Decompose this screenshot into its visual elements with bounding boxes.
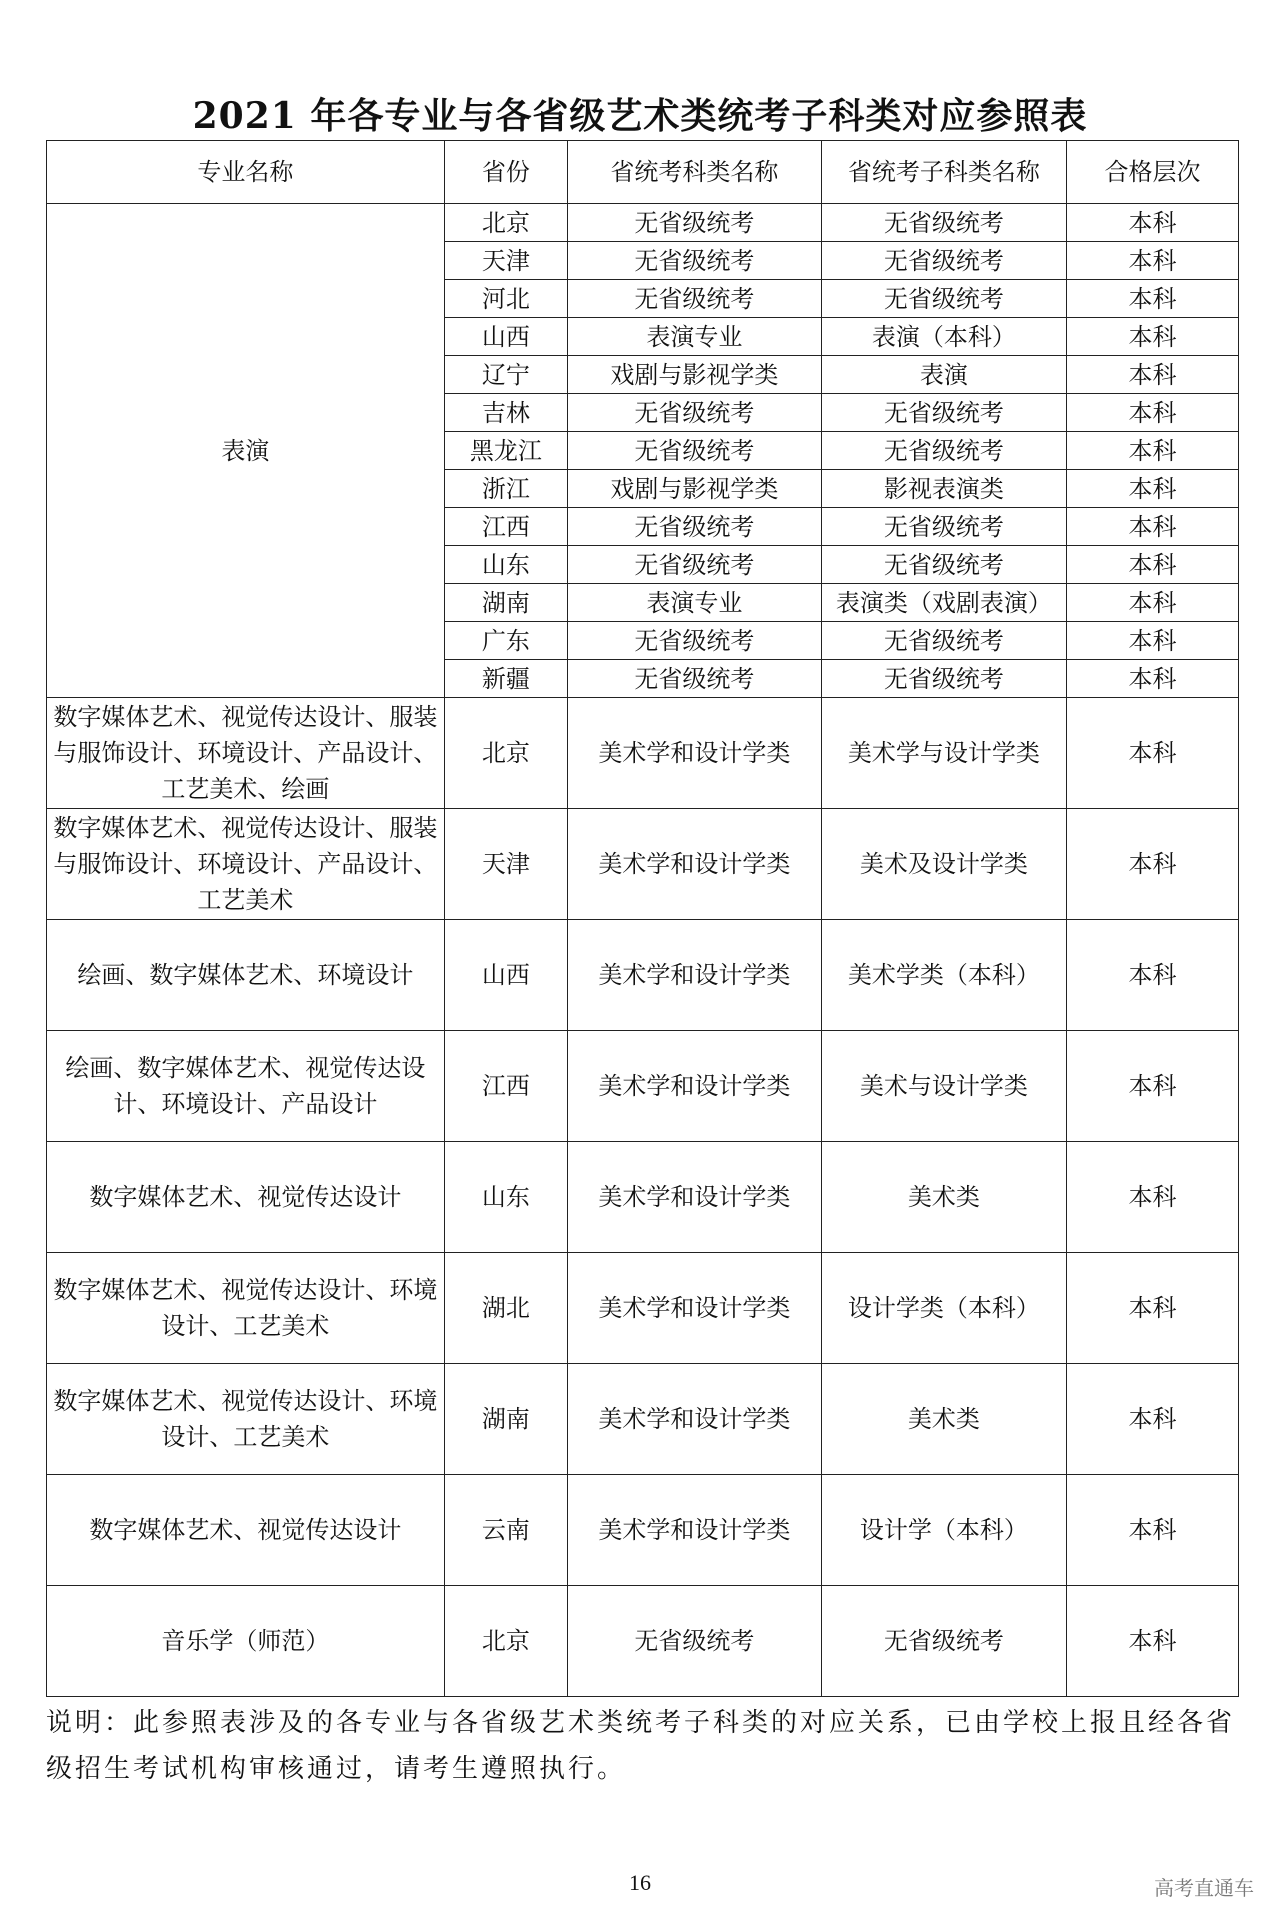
province-cell: 山东 [444, 1142, 567, 1253]
province-cell: 湖南 [444, 1364, 567, 1475]
table-row [47, 920, 1239, 1031]
table-row [47, 698, 1239, 809]
category-cell: 无省级统考 [567, 1586, 821, 1697]
table-row [47, 809, 1239, 920]
subcategory-cell: 影视表演类 [821, 470, 1066, 508]
subcategory-cell: 表演类（戏剧表演） [821, 584, 1066, 622]
level-cell: 本科 [1066, 1475, 1238, 1586]
category-cell: 美术学和设计学类 [567, 698, 821, 809]
table-row [47, 204, 1239, 242]
province-cell: 黑龙江 [444, 432, 567, 470]
level-cell: 本科 [1066, 508, 1238, 546]
category-cell: 无省级统考 [567, 432, 821, 470]
province-cell: 新疆 [444, 660, 567, 698]
level-cell: 本科 [1066, 660, 1238, 698]
reference-table [46, 140, 1239, 1697]
level-cell: 本科 [1066, 242, 1238, 280]
header-province: 省份 [444, 141, 567, 204]
subcategory-cell: 无省级统考 [821, 394, 1066, 432]
category-cell: 戏剧与影视学类 [567, 470, 821, 508]
level-cell: 本科 [1066, 622, 1238, 660]
header-category: 省统考科类名称 [567, 141, 821, 204]
subcategory-cell: 无省级统考 [821, 432, 1066, 470]
subcategory-cell: 无省级统考 [821, 204, 1066, 242]
category-cell: 无省级统考 [567, 204, 821, 242]
category-cell: 无省级统考 [567, 508, 821, 546]
subcategory-cell: 美术及设计学类 [821, 809, 1066, 920]
category-cell: 无省级统考 [567, 394, 821, 432]
watermark: 高考直通车 [1154, 1876, 1254, 1900]
major-cell: 表演 [47, 204, 445, 698]
major-cell: 数字媒体艺术、视觉传达设计 [47, 1142, 445, 1253]
subcategory-cell: 无省级统考 [821, 622, 1066, 660]
category-cell: 无省级统考 [567, 622, 821, 660]
category-cell: 美术学和设计学类 [567, 1253, 821, 1364]
category-cell: 无省级统考 [567, 242, 821, 280]
level-cell: 本科 [1066, 204, 1238, 242]
major-cell: 绘画、数字媒体艺术、环境设计 [47, 920, 445, 1031]
province-cell: 天津 [444, 242, 567, 280]
level-cell: 本科 [1066, 1364, 1238, 1475]
province-cell: 山东 [444, 546, 567, 584]
major-cell: 数字媒体艺术、视觉传达设计、服装与服饰设计、环境设计、产品设计、工艺美术、绘画 [47, 698, 445, 809]
table-row [47, 1475, 1239, 1586]
province-cell: 江西 [444, 1031, 567, 1142]
province-cell: 天津 [444, 809, 567, 920]
level-cell: 本科 [1066, 546, 1238, 584]
page-number: 16 [629, 1870, 651, 1895]
level-cell: 本科 [1066, 1253, 1238, 1364]
header-level: 合格层次 [1066, 141, 1238, 204]
category-cell: 美术学和设计学类 [567, 1475, 821, 1586]
level-cell: 本科 [1066, 470, 1238, 508]
table-row [47, 1253, 1239, 1364]
subcategory-cell: 无省级统考 [821, 1586, 1066, 1697]
province-cell: 山西 [444, 318, 567, 356]
province-cell: 北京 [444, 204, 567, 242]
category-cell: 无省级统考 [567, 546, 821, 584]
subcategory-cell: 美术与设计学类 [821, 1031, 1066, 1142]
level-cell: 本科 [1066, 920, 1238, 1031]
province-cell: 云南 [444, 1475, 567, 1586]
category-cell: 美术学和设计学类 [567, 1364, 821, 1475]
subcategory-cell: 无省级统考 [821, 660, 1066, 698]
table-row [47, 1364, 1239, 1475]
province-cell: 浙江 [444, 470, 567, 508]
province-cell: 湖北 [444, 1253, 567, 1364]
subcategory-cell: 美术类 [821, 1142, 1066, 1253]
subcategory-cell: 表演 [821, 356, 1066, 394]
level-cell: 本科 [1066, 1031, 1238, 1142]
level-cell: 本科 [1066, 394, 1238, 432]
major-cell: 数字媒体艺术、视觉传达设计、环境设计、工艺美术 [47, 1253, 445, 1364]
major-cell: 数字媒体艺术、视觉传达设计、服装与服饰设计、环境设计、产品设计、工艺美术 [47, 809, 445, 920]
province-cell: 湖南 [444, 584, 567, 622]
table-row [47, 1586, 1239, 1697]
subcategory-cell: 设计学（本科） [821, 1475, 1066, 1586]
level-cell: 本科 [1066, 1142, 1238, 1253]
subcategory-cell: 设计学类（本科） [821, 1253, 1066, 1364]
subcategory-cell: 美术类 [821, 1364, 1066, 1475]
province-cell: 江西 [444, 508, 567, 546]
level-cell: 本科 [1066, 318, 1238, 356]
subcategory-cell: 美术学与设计学类 [821, 698, 1066, 809]
subcategory-cell: 美术学类（本科） [821, 920, 1066, 1031]
level-cell: 本科 [1066, 432, 1238, 470]
category-cell: 无省级统考 [567, 280, 821, 318]
level-cell: 本科 [1066, 356, 1238, 394]
province-cell: 广东 [444, 622, 567, 660]
category-cell: 美术学和设计学类 [567, 920, 821, 1031]
table-body [47, 204, 1239, 1697]
province-cell: 山西 [444, 920, 567, 1031]
table-row [47, 1031, 1239, 1142]
subcategory-cell: 表演（本科） [821, 318, 1066, 356]
level-cell: 本科 [1066, 698, 1238, 809]
header-major: 专业名称 [47, 141, 445, 204]
header-subcategory: 省统考子科类名称 [821, 141, 1066, 204]
category-cell: 无省级统考 [567, 660, 821, 698]
category-cell: 表演专业 [567, 318, 821, 356]
category-cell: 表演专业 [567, 584, 821, 622]
table-row [47, 1142, 1239, 1253]
table-header-row [47, 141, 1239, 204]
province-cell: 吉林 [444, 394, 567, 432]
province-cell: 北京 [444, 1586, 567, 1697]
level-cell: 本科 [1066, 280, 1238, 318]
page-title: 2021 年各专业与各省级艺术类统考子科类对应参照表 [192, 95, 1088, 137]
major-cell: 绘画、数字媒体艺术、视觉传达设计、环境设计、产品设计 [47, 1031, 445, 1142]
level-cell: 本科 [1066, 584, 1238, 622]
major-cell: 数字媒体艺术、视觉传达设计、环境设计、工艺美术 [47, 1364, 445, 1475]
major-cell: 数字媒体艺术、视觉传达设计 [47, 1475, 445, 1586]
note-text: 说明：此参照表涉及的各专业与各省级艺术类统考子科类的对应关系，已由学校上报且经各省级招生考试机构审核通过，请考生遵照执行。 [46, 1708, 1236, 1784]
subcategory-cell: 无省级统考 [821, 508, 1066, 546]
province-cell: 河北 [444, 280, 567, 318]
category-cell: 美术学和设计学类 [567, 809, 821, 920]
level-cell: 本科 [1066, 809, 1238, 920]
major-cell: 音乐学（师范） [47, 1586, 445, 1697]
subcategory-cell: 无省级统考 [821, 242, 1066, 280]
level-cell: 本科 [1066, 1586, 1238, 1697]
province-cell: 辽宁 [444, 356, 567, 394]
province-cell: 北京 [444, 698, 567, 809]
category-cell: 美术学和设计学类 [567, 1031, 821, 1142]
category-cell: 戏剧与影视学类 [567, 356, 821, 394]
subcategory-cell: 无省级统考 [821, 280, 1066, 318]
subcategory-cell: 无省级统考 [821, 546, 1066, 584]
category-cell: 美术学和设计学类 [567, 1142, 821, 1253]
